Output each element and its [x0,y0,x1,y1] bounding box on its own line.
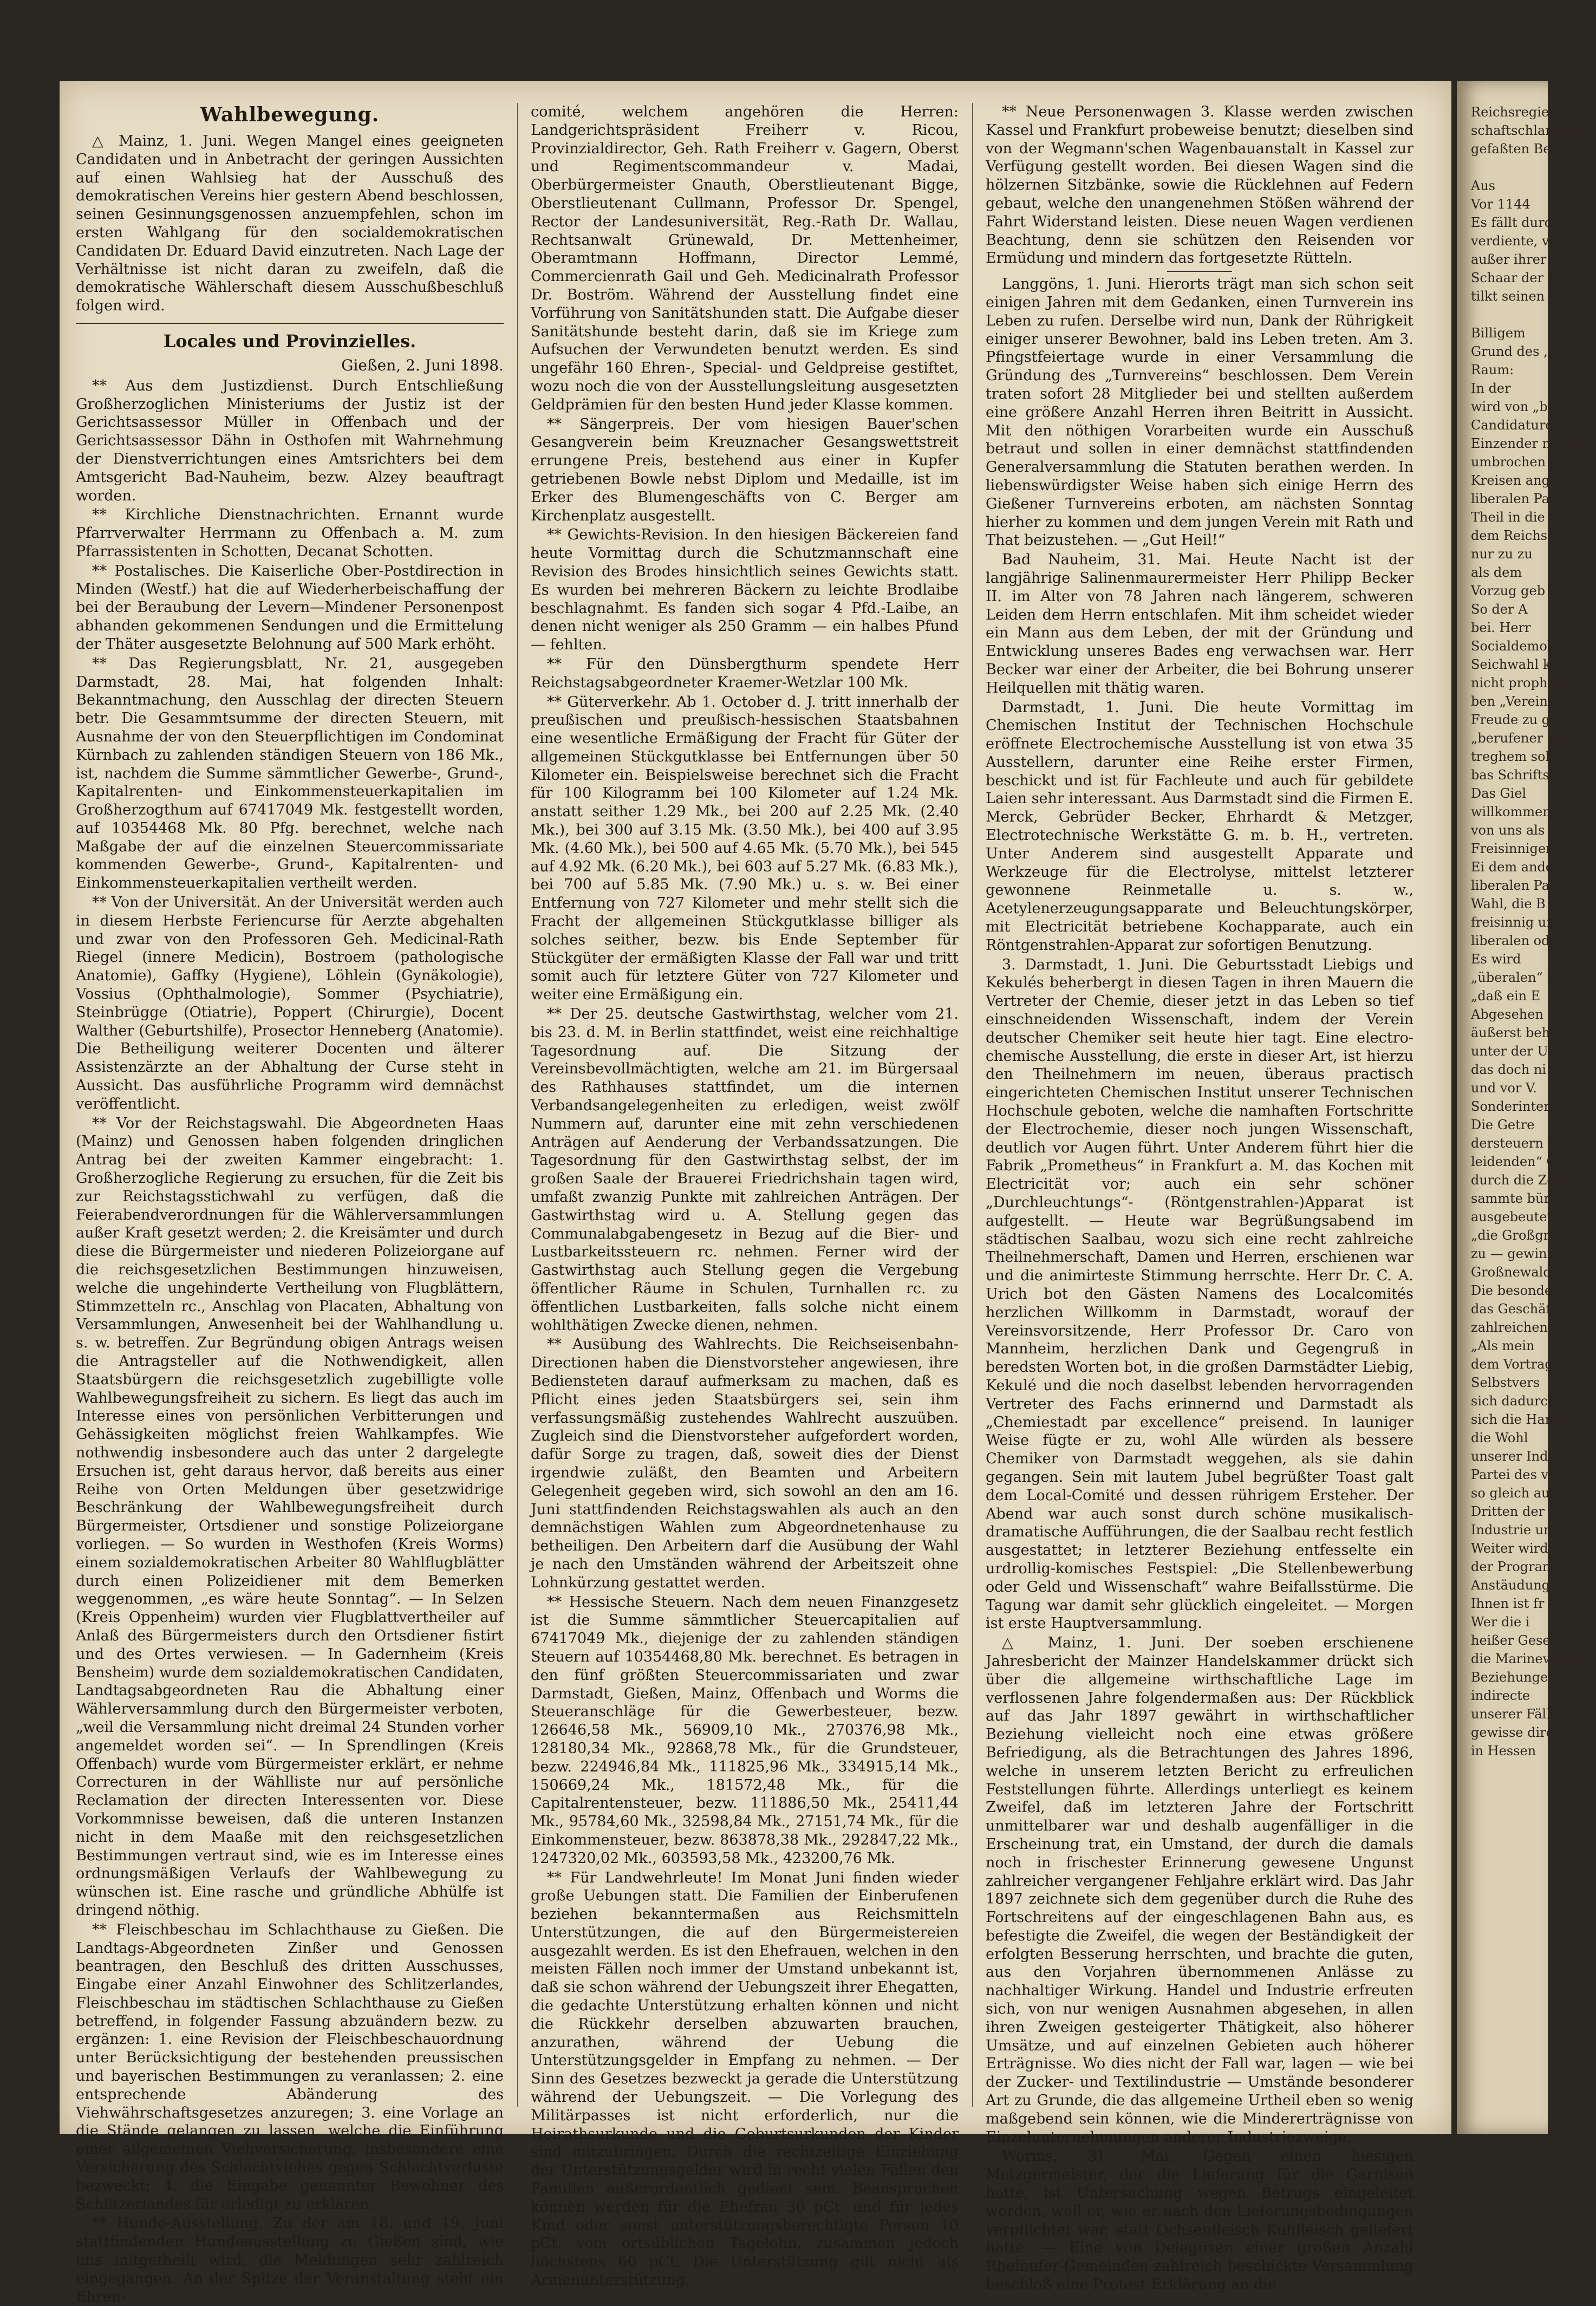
adjacent-page-line: zahlreichen ein [1471,1320,1572,1335]
adjacent-page-line: Ei dem andere [1471,859,1567,875]
heading-locales: Locales und Provinzielles. [76,323,504,353]
adjacent-page-line: Freisinnigen u [1471,841,1567,856]
adjacent-page-line: Die besonder [1471,1283,1559,1298]
article-duensbergthurm: ** Für den Dünsbergthurm spendete Herr Reichstagsabgeordneter Kraemer-Wetzlar 100 Mk. [531,655,959,691]
adjacent-page-line: durch die Zollp [1471,1172,1572,1188]
adjacent-page-line: Aus [1471,178,1496,193]
adjacent-page-line: Freude zu gewä [1471,712,1577,727]
separator [1167,271,1232,272]
adjacent-page-line: nicht prophezei [1471,675,1574,691]
column-2 [531,103,959,2289]
article-gastwirthstag: ** Der 25. deutsche Gastwirthstag, welcher vom 21. bis 23. d. M. in Berlin stattfindet, weist eine reichhaltige Tagesordnung auf. Die Sitzung der Vereinsbevollmächtigten, welche am 21. im Bürgersaal des Rathhauses stattfindet, um die internen Verbandsangelegenheiten zu erledigen, weist zwölf Nummern auf, darunter eine mit zehn verschiedenen Anträgen auf Aenderung der Verbandssatzungen. Die Tagesordnung für den Gastwirthstag selbst, der im großen Saale der Brauerei Friedrichshain tagen wird, umfaßt zwanzig Punkte mit zahlreichen Anträgen. Der Gastwirthstag wird u. A. Stellung gegen das Communalabgabengesetz in Bezug auf die Bier- und Lustbarkeitssteuern rc. nehmen. Ferner wird der Gastwirthstag auch Stellung gegen die Vergebung öffentlicher Räume in Schulen, Turnhallen rc. zu öffentlichen Lustbarkeiten, falls solche nicht einem wohlthätigen Zwecke dienen, nehmen. [531,1006,959,1334]
adjacent-page-line: und vor V. [1471,1080,1537,1096]
adjacent-page-line: gewisse directe [1471,1725,1574,1740]
adjacent-page-line: Candidaturen [1471,418,1562,433]
adjacent-page-line: dem Vortrag [1471,1357,1553,1372]
column-1 [76,103,504,2305]
adjacent-page-line: die Marinevorlag [1471,1651,1585,1666]
adjacent-page-line: Partei des ver [1471,1467,1562,1482]
adjacent-page-line: Industrie und [1471,1522,1560,1538]
adjacent-page-line: „daß ein E [1471,988,1541,1004]
adjacent-page-line: der Programmsch [1471,1559,1590,1574]
adjacent-page-line: schaftschlarcommi [1471,123,1595,138]
adjacent-page-line: So der A [1471,602,1528,617]
article-langgoens: Langgöns, 1. Juni. Hierorts trägt man sich schon seit einigen Jahren mit dem Gedanken, einen Turnverein ins Leben zu rufen. Derselbe wird nun, Dank der Rührigkeit einiger unserer Bewohner, bald ins Leben treten. Am 3. Pfingstfeiertage wurde in einer Versammlung die Gründung des „Turnvereins“ beschlossen. Dem Verein traten sofort 28 Mitglieder bei und stellten außerdem eine größere Anzahl Herren ihren Beitritt in Aussicht. Mit den nöthigen Vorarbeiten wurde ein Ausschuß betraut und sollen in einer demnächst stattfindenden Generalversammlung die Statuten berathen werden. In liebenswürdigster Weise haben sich einige Herrn des Gießener Turnvereins erboten, am nächsten Sonntag hierher zu kommen und dem jungen Verein mit Rath und That beizustehen. — „Gut Heil!“ [986,276,1413,549]
article-regierungsblatt: ** Das Regierungsblatt, Nr. 21, ausgegeben Darmstadt, 28. Mai, hat folgenden Inhalt: Bekanntmachung, den Ausschlag der directen Steuern betr. Die Gesammtsumme der directen Steuern, mit Ausnahme der von den Steuerpflichtigen im Condominat Kürnbach zu zahlenden ständigen Steuern von 186 Mk., ist, nachdem die Summe sämmtlicher Gewerbe-, Grund-, Kapitalrenten- und Einkommensteuerkapitalien im Großherzogthum auf 67417049 Mk. festgestellt worden, auf 10354468 Mk. 80 Pfg. berechnet, welche nach Maßgabe der auf die einzelnen Steuercommissariate kommenden Gewerbe-, Grund-, Kapitalrenten- und Einkommensteuerkapitalien vertheilt werden. [76,655,504,892]
heading-wahlbewegung: Wahlbewegung. [200,103,380,126]
adjacent-page-line: Ihnen ist fr [1471,1596,1545,1611]
adjacent-page-line: Theil in die [1471,510,1545,525]
article-personenwagen: ** Neue Personenwagen 3. Klasse werden zwischen Kassel und Frankfurt probeweise benutzt; dieselben sind von der Wegmann'schen Wagenbauanstalt in Kassel zur Verfügung gestellt worden. Bei diesen Wagen sind die hölzernen Sitzbänke, sowie die Rücklehnen auf Federn gebaut, welche den unangenehmen Stößen während der Fahrt Widerstand leisten. Diese neuen Wagen verdienen Beachtung, denn sie schützen den Reisenden vor Ermüdung und mindern das fortgesetzte Rütteln. [986,103,1413,267]
article-hundeausstellung-cont: comité, welchem angehören die Herren: Landgerichtspräsident Freiherr v. Ricou, Provinzialdirector, Geh. Rath Freiherr v. Gagern, Oberst und Regimentscommandeur v. Madai, Oberbürgermeister Gnauth, Oberstlieutenant Bigge, Oberstlieutenant Cullmann, Professor Dr. Spengel, Rector der Landesuniversität, Reg.-Rath Dr. Wallau, Rechtsanwalt Grünewald, Dr. Mettenheimer, Oberamtmann Hoffmann, Director Lemmé, Commercienrath Gail und Geh. Medicinalrath Professor Dr. Boström. Während der Ausstellung findet eine Vorführung von Sanitätshunden statt. Die Aufgabe dieser Sanitätshunde besteht darin, daß sie im Kriege zum Aufsuchen der Verwundeten benutzt werden. Es sind ungefähr 160 Ehren-, Special- und Geldpreise gestiftet, wozu noch die von der Ausstellungsleitung ausgesetzten Geldprämien für den besten Hund jeder Klasse kommen. [531,103,959,413]
adjacent-page-line: unter der Unl [1471,1044,1561,1059]
adjacent-page-line: dem Reichs [1471,528,1548,543]
adjacent-page-line: gefaßten Beschlü [1471,141,1586,157]
adjacent-page-line: Anstäudung ein [1471,1578,1575,1593]
adjacent-page-line: Wer die i [1471,1614,1530,1630]
adjacent-page-line: umbrochen ist [1471,454,1566,470]
article-reichstagswahl: ** Vor der Reichstagswahl. Die Abgeordneten Haas (Mainz) und Genossen haben folgenden dringlichen Antrag bei der zweiten Kammer eingebracht: 1. Großherzogliche Regierung zu ersuchen, für die Zeit bis zur Reichstagsstichwahl zu verfügen, daß die Feierabendverordnungen für die Wählerversammlungen außer Kraft gesetzt werden; 2. die Kreisämter und durch diese die Bürgermeister und niederen Polizeiorgane auf die reichsgesetzlichen Bestimmungen hinzuweisen, welche die ungehinderte Vertheilung von Flugblättern, Stimmzetteln rc., Anschlag von Placaten, Abhaltung von Versammlungen, Anwesenheit bei der Wahlhandlung u. s. w. betreffen. Zur Begründung obigen Antrags weisen die Antragsteller auf die Nothwendigkeit, allen Staatsbürgern die reichsgesetzlich zugebilligte volle Wahlbewegungsfreiheit zu sichern. Es liegt das auch im Interesse eines von persönlichen Verbitterungen und Gehässigkeiten möglichst freien Wahlkampfes. Wie nothwendig insbesondere auch das unter 2 dargelegte Ersuchen ist, geht daraus hervor, daß bereits aus einer Reihe von Orten Meldungen über gesetzwidrige Beschränkung der Wahlbewegungsfreiheit durch Bürgermeister, Ortsdiener und sonstige Polizeiorgane vorliegen. — So wurden in Westhofen (Kreis Worms) einem sozialdemokratischen Arbeiter 80 Wahlflugblätter durch einen Polizeidiener mit dem Bemerken weggenommen, „es wäre heute Sonntag“. — In Selzen (Kreis Oppenheim) wurden vier Flugblattvertheiler auf Anlaß des Bürgermeisters durch den Ortsdiener fistirt und des Ortes verwiesen. — In Gadernheim (Kreis Bensheim) wurde dem sozialdemokratischen Candidaten, Landtagsabgeordneten Rau die Abhaltung einer Wählerversammlung durch den Bürgermeister verboten, „weil die Versammlung nicht dreimal 24 Stunden vorher angemeldet worden sei“. — In Sprendlingen (Kreis Offenbach) wurde vom Bürgermeister erklärt, er nehme Correcturen in der Wählliste nur auf persönliche Reclamation der directen Interessenten vor. Diese Vorkommnisse beweisen, daß die unteren Instanzen nicht in dem Maaße mit den reichsgesetzlichen Bestimmungen vertraut sind, wie es im Interesse eines ordnungsmäßigen Verlaufs der Wahlbewegung zu wünschen ist. Eine rasche und gründliche Abhülfe ist dringend nöthig. [76,1115,504,1919]
adjacent-page-edge [1457,81,1596,2134]
adjacent-page-line [1457,158,1548,177]
adjacent-page-line: tilkt seinen Be [1471,289,1566,304]
adjacent-page-line: so gleich auf [1471,1486,1555,1501]
adjacent-page-line: unserer Fällen [1471,1706,1567,1722]
adjacent-page-line: „Als mein [1471,1338,1535,1353]
adjacent-page-line: liberalen oder [1471,933,1564,948]
adjacent-page-line: Abgesehen [1471,1007,1543,1022]
adjacent-page-line: sammte bürgerlich [1471,1191,1596,1206]
adjacent-page-line: die Wohl [1471,1430,1528,1445]
adjacent-page-line: In der [1471,381,1511,396]
adjacent-page-line: von uns als [1471,823,1545,838]
column-3 [986,103,1413,2294]
article-gueterverkehr: ** Güterverkehr. Ab 1. October d. J. tritt innerhalb der preußischen und preußisch-hessischen Staatsbahnen eine wesentliche Ermäßigung der Fracht für Güter der allgemeinen Stückgutklasse bei Entfernungen über 50 Kilometer ein. Beispielsweise berechnet sich die Fracht für 100 Kilogramm bei 100 Kilometer auf 1.24 Mk. anstatt seither 1.29 Mk., bei 200 auf 2.25 Mk. (2.40 Mk.), bei 300 auf 3.15 Mk. (3.50 Mk.), bei 400 auf 3.95 Mk. (4.60 Mk.), bei 500 auf 4.65 Mk. (5.70 Mk.), bei 545 auf 4.92 Mk. (6.20 Mk.), bei 603 auf 5.27 Mk. (6.83 Mk.), bei 700 auf 5.85 Mk. (7.90 Mk.) u. s. w. Bei einer Entfernung von 727 Kilometer und mehr stellt sich die Fracht der allgemeinen Stückgutklasse billiger als solches seither, bezw. bis Ende September für Stückgüter der ermäßigten Klasse der Fall war und tritt somit auch für letztere Güter von 727 Kilometer und weiter eine Ermäßigung ein. [531,693,959,1004]
adjacent-page-line: indirecte [1471,1688,1530,1703]
adjacent-page-line: das Geschäft [1471,1301,1556,1317]
adjacent-page-line: liberalen Par [1471,878,1556,893]
adjacent-page-line: Beziehungen [1471,1670,1556,1685]
article-darmstadt-chemiker: 3. Darmstadt, 1. Juni. Die Geburtsstadt Liebigs und Kekulés beherbergt in diesen Tagen in ihren Mauern die Vertreter der Chemie, dieser jetzt in das Leben so tief einschneidenden Wissenschaft, indem der Verein deutscher Chemiker seit heute hier tagt. Eine electro-chemische Ausstellung, die erste in dieser Art, ist hierzu den Theilnehmern im neuen, überaus practisch eingerichteten Chemischen Institut unserer Technischen Hochschule geboten, welche die namhaften Fortschritte der Electrochemie, dieser noch jungen Wissenschaft, deutlich vor Augen führt. Unter Anderem führt hier die Fabrik „Prometheus“ in Frankfurt a. M. das Kochen mit Electricität vor; auch ein sehr schöner „Durchleuchtungs“- (Röntgenstrahlen-)Apparat ist aufgestellt. — Heute war Begrüßungsabend im städtischen Saalbau, wozu sich eine recht zahlreiche Theilnehmerschaft, Damen und Herren, erschienen war und die animirteste Stimmung herrschte. Herr Dr. C. A. Urich bot den Gästen Namens des Localcomités herzlichen Willkomm in Darmstadt, worauf der Vereinsvorsitzende, Herr Professor Dr. Caro von Mannheim, herzlichen Dank und Gegengruß in beredsten Worten bot, in die großen Darmstädter Liebig, Kekulé und die noch daselbst lebenden hervorragenden Vertreter des Fachs erinnernd und Darmstadt als „Chemiestadt par excellence“ preisend. In launiger Weise fügte er zu, wohl Alle würden als bessere Chemiker von Darmstadt weggehen, als sie dahin gegangen. Sein mit lautem Jubel begrüßter Toast galt dem Local-Comité und dessen rührigem Ersteher. Der Abend war auch sonst durch schöne musikalisch-dramatische Aufführungen, die der Saalbau recht festlich ausgestattet; in letzterer Beziehung entfesselte ein urdrollig-komisches Festspiel: „Die Stellenbewerbung oder Geld und Wissenschaft“ wahre Beifallsstürme. Die Tagung war damit sehr glücklich eingeleitet. — Morgen ist erste Hauptversammlung. [986,956,1413,1632]
adjacent-page-line: Vor 1144 [1471,197,1530,212]
adjacent-page-line: bas Schriftst [1471,767,1555,783]
adjacent-page-line: Selbstvers [1471,1375,1540,1390]
adjacent-page-text [1457,81,1596,1760]
article-gewichtsrevision: ** Gewichts-Revision. In den hiesigen Bäckereien fand heute Vormittag durch die Schutzmannschaft eine Revision des Brodes hinsichtlich seines Gewichts statt. Es wurden bei mehreren Bäckern zu leichte Brodlaibe beschlagnahmt. Es fanden sich sogar 4 Pfd.-Laibe, an denen nicht weniger als 250 Gramm — ein halbes Pfund — fehlten. [531,526,959,654]
dateline: Gießen, 2. Juni 1898. [341,356,504,374]
adjacent-page-line: Schaar der Frei [1471,270,1575,285]
article-justizdienst: ** Aus dem Justizdienst. Durch Entschließung Großherzoglichen Ministeriums der Justiz ist der Gerichtsassessor Müller in Offenbach und der Gerichtsassessor Dähn in Osthofen mit Wahrnehmung der Dienstverrichtungen eines Amtsrichters bei dem Amtsgericht Bad-Nauheim, bezw. Alzey beauftragt worden. [76,377,504,504]
adjacent-page-line: liberalen Par [1471,491,1556,506]
article-hundeausstellung: ** Hunde-Ausstellung. Zu der am 18. und 19. Juni stattfindenden Hundeausstellung zu Gießen sind, wie uns mitgetheilt wird, die Meldungen sehr zahlreich eingegangen. An der Spitze der Veranstaltung steht ein Ehren- [76,2215,504,2305]
adjacent-page-line: wird von „be [1471,399,1555,414]
adjacent-page-line: Wahl, die B [1471,896,1546,911]
adjacent-page-line: willkommen, di [1471,804,1572,819]
adjacent-page-line: Sonderinter [1471,1099,1550,1114]
adjacent-page-line: bei. Herr [1471,620,1531,635]
adjacent-page-line: sich dadurch [1471,1393,1556,1409]
article-wahlrecht: ** Ausübung des Wahlrechts. Die Reichseisenbahn-Directionen haben die Dienstvorsteher angewiesen, ihre Bediensteten darauf aufmerksam zu machen, daß es Pflicht eines jeden Staatsbürgers sei, sein ihm verfassungsmäßig zustehendes Wahlrecht auszuüben. Zugleich sind die Dienstvorsteher aufgefordert worden, dafür Sorge zu tragen, daß, soweit dies der Dienst irgendwie zuläßt, den Beamten und Arbeitern Gelegenheit gegeben wird, sich sowohl an den am 16. Juni stattfindenden Reichstagswahlen als auch an den demnächstigen Wahlen zum Abgeordnetenhause zu betheiligen. Den Arbeitern darf die Ausübung der Wahl je nach den Umständen während der Arbeitszeit ohne Lohnkürzung gestattet werden. [531,1336,959,1591]
adjacent-page-line: Die Getre [1471,1117,1535,1132]
adjacent-page-line: Das Giel [1471,786,1527,801]
adjacent-page-line: ausgebeutet. B [1471,1209,1571,1224]
adjacent-page-line: nur zu zu [1471,546,1533,562]
adjacent-page-line: als dem [1471,565,1522,580]
adjacent-page-line: „die Großgr [1471,1228,1550,1243]
article-landwehrleute: ** Für Landwehrleute! Im Monat Juni finden wieder große Uebungen statt. Die Familien der Einberufenen beziehen bekanntermaßen aus Reichsmitteln Unterstützungen, die auf den Bürgermeistereien ausgezahlt werden. Es ist den Ehefrauen, welchen in den meisten Fällen noch immer der Umstand unbekannt ist, daß sie schon während der Uebungszeit ihrer Ehegatten, die gedachte Unterstützung erhalten können und nicht die Rückkehr derselben abzuwarten brauchen, anzurathen, während der Uebung die Unterstützungsgelder in Empfang zu nehmen. — Der Sinn des Gesetzes bezweckt ja gerade die Unterstützung während der Uebungszeit. — Die Vorlegung des Militärpasses ist nicht erforderlich, nur die Heirathsurkunde und die Geburtsurkunden der Kinder sind mitzubringen. Durch die rechtzeitige Einziehung der Unterstützungsgelder wird in recht vielen Fällen den Familien außerordentlich gedient sein. Beanspruchen können werden für die Ehefrau 30 pCt. und für jedes Kind oder sonst unterstützungsberechtigte Person 10 pCt. vom ortsüblichen Tagelohn, zusammen jedoch höchstens 60 pCt. Die Unterstützung gilt nicht als Armenunterstützung. [531,1869,959,2289]
article-fleischbeschau: ** Fleischbeschau im Schlachthause zu Gießen. Die Landtags-Abgeordneten Zinßer und Genossen beantragen, den Beschluß des dritten Ausschusses, Eingabe einer Anzahl Einwohner des Schlitzerlandes, Fleischbeschau im städtischen Schlachthause zu Gießen betreffend, in folgender Fassung abzuändern bezw. zu ergänzen: 1. eine Revision der Fleischbeschauordnung unter Berücksichtigung der bestehenden preussischen und bayerischen Bestimmungen zu veranlassen; 2. eine entsprechende Abänderung des Viehwährschaftsgesetzes anzuregen; 3. eine Vorlage an die Stände gelangen zu lassen, welche die Einführung einer allgemeinen Viehversicherung, insbesondere eine Versicherung des Schlachtviehes gegen Schlachtverluste bezweckt; 4. die Eingabe genannter Bewohner des Schlitzerlandes für erledigt zu erklären. [76,1921,504,2213]
adjacent-page-line: Es wird [1471,952,1521,967]
adjacent-page-line: das doch ni [1471,1062,1547,1077]
adjacent-page-line: leidenden“ Gro [1471,1154,1571,1169]
adjacent-page-line: freisinnig und [1471,915,1564,930]
adjacent-page-line: dersteuern bra [1471,1136,1570,1151]
adjacent-page-line: sich die Handel [1471,1412,1574,1427]
adjacent-page-line: „berufener Ste [1471,731,1569,746]
adjacent-page-line: unserer Indu [1471,1449,1556,1464]
article-bad-nauheim: Bad Nauheim, 31. Mai. Heute Nacht ist der langjährige Salinenmaurermeister Herr Philipp Becker II. im Alter von 78 Jahren nach längerem, schweren Leiden dem Herrn entschlafen. Mit ihm scheidet wieder ein Mann aus dem Leben, der mit der Gründung und Entwicklung unseres Bades eng verwachsen war. Herr Becker war einer der Arbeiter, die bei Bohrung unserer Heilquellen mit thätig waren. [986,551,1413,696]
adjacent-page-line: Billigem [1471,325,1526,341]
adjacent-page-line: Grund des ,, [1471,344,1552,359]
adjacent-page-line: Dritten der Z [1471,1504,1558,1519]
adjacent-page-line: Großnewald wob [1471,1265,1583,1280]
adjacent-page-line: äußerst behend [1471,1025,1575,1040]
column-rule [517,103,518,2107]
article-saengerpreis: ** Sängerpreis. Der vom hiesigen Bauer'schen Gesangverein beim Kreuznacher Gesangswettstreit errungene Preis, bestehend aus einer in Kupfer getriebenen Bowle nebst Diplom und Medaille, ist im Erker des Blumengeschäfts von C. Berger am Kirchenplatz ausgestellt. [531,415,959,524]
newspaper-page [60,81,1451,2305]
adjacent-page-line: Einzender meines [1471,436,1590,451]
adjacent-page-line: Kreisen angeblich [1471,473,1590,488]
article-hessische-steuern: ** Hessische Steuern. Nach dem neuen Finanzgesetz ist die Summe sämmtlicher Steuercapitalien auf 67417049 Mk., diejenige der zu zahlenden ständigen Steuern auf 10354468,80 Mk. berechnet. Es betragen in den fünf größten Steuercommissariaten und zwar Darmstadt, Gießen, Mainz, Offenbach und Worms die Steueranschläge für die Gewerbesteuer, bezw. 126646,58 Mk., 56909,10 Mk., 270376,98 Mk., 128180,34 Mk., 92868,78 Mk., für die Grundsteuer, bezw. 224946,84 Mk., 111825,96 Mk., 334915,14 Mk., 150669,24 Mk., 181572,48 Mk., für die Capitalrentensteuer, bezw. 111886,50 Mk., 25411,44 Mk., 95784,60 Mk., 32598,84 Mk., 27151,74 Mk., für die Einkommensteuer, bezw. 863878,38 Mk., 292847,22 Mk., 1247320,02 Mk., 603593,58 Mk., 423200,76 Mk. [531,1593,959,1867]
article-mainz-wahl: △ Mainz, 1. Juni. Wegen Mangel eines geeigneten Candidaten und in Anbetracht der geringen Aussichten auf einen Wahlsieg hat der Ausschuß des demokratischen Vereins hier gestern Abend beschlossen, seinen Gesinnungsgenossen anzuempfehlen, schon im ersten Wahlgang für den socialdemokratischen Candidaten Dr. Eduard David einzutreten. Nach Lage der Verhältnisse ist nicht daran zu zweifeln, daß die demokratische Wählerschaft diesem Ausschußbeschluß folgen wird. [76,133,504,315]
column-rule [972,103,973,2107]
adjacent-page-line: verdiente, von [1471,233,1566,249]
adjacent-page-line: Seichwahl komm [1471,657,1584,672]
article-kirchliche: ** Kirchliche Dienstnachrichten. Ernannt wurde Pfarrverwalter Herrmann zu Offenbach a. M. zum Pfarrassistenten in Schotten, Decanat Schotten. [76,506,504,560]
article-postalisches: ** Postalisches. Die Kaiserliche Ober-Postdirection in Minden (Westf.) hat die auf Wiederherbeischaffung der bei der Beraubung der Levern—Mindener Personenpost abhanden gekommenen Sendungen und die Ermittelung der Thäter ausgesetzte Belohnung auf 500 Mark erhöht. [76,562,504,653]
adjacent-page-line: Es fällt durch [1471,215,1560,230]
adjacent-page-line: außer ihrer Gl [1471,252,1565,267]
article-darmstadt-ausstellung: Darmstadt, 1. Juni. Die heute Vormittag im Chemischen Institut der Technischen Hochschule eröffnete Electrochemische Ausstellung ist von etwa 35 Ausstellern, darunter eine Reihe erster Firmen, beschickt und ist für Fachleute und auch für gebildete Laien sehr interessant. Aus Darmstadt sind die Firmen E. Merck, Gebrüder Becker, Ehrhardt & Metzger, Electrotechnische Werkstätte G. m. b. H., vertreten. Unter Anderem sind ausgestellt Apparate und Werkzeuge für die Electrolyse, mittelst letzterer gewonnene Reinmetalle u. s. w., Acetylenerzeugungsapparate und Beleuchtungskörper, mit Electricität betriebene Kochapparate, auch ein Röntgenstrahlen-Apparat zur sofortigen Benutzung. [986,699,1413,954]
adjacent-page-line: heißer Gesetzgeb [1471,1633,1587,1648]
adjacent-page-line: Socialdemokra [1471,639,1569,654]
adjacent-page-line: Vorzug geb [1471,583,1546,598]
adjacent-page-line: treghem sollen [1471,749,1570,764]
adjacent-page-line: in Hessen [1471,1743,1536,1758]
article-universitaet: ** Von der Universität. An der Universität werden auch in diesem Herbste Feriencurse für Aerzte abgehalten und zwar von den Professoren Geh. Medicinal-Rath Riegel (innere Medicin), Bostroem (pathologische Anatomie), Gaffky (Hygiene), Löhlein (Gynäkologie), Vossius (Ophthalmologie), Sommer (Psychiatrie), Steinbrügge (Otiatrie), Poppert (Chirurgie), Docent Walther (Geburtshilfe), Prosector Henneberg (Anatomie). Die Betheiligung weiterer Docenten und älterer Assistenzärzte an der Abhaltung der Curse steht in Aussicht. Das ausführliche Programm wird demnächst veröffentlicht. [76,894,504,1112]
adjacent-page-line: Weiter wird [1471,1541,1548,1556]
adjacent-page-line [1457,305,1548,324]
article-worms: Worms, 31. Mai. Gegen einen hiesigen Metzgermeister, der die Lieferung für die Garnison hatte, ist Untersuchung wegen Betrugs eingeleitet worden, weil er, wie er nach den Lieferungsbedingungen verpflichtet war, statt Ochsenfleisch Kuhfleisch geliefert hatte. — Eine von Delegirten einer großen Anzahl Rheinufer-Gemeinden zahlreich beschickte Versammlung beschloß eine Protest-Erklärung an die [986,2148,1413,2294]
adjacent-page-line: Reichsregierung, [1471,105,1585,120]
article-mainz-handelskammer: △ Mainz, 1. Juni. Der soeben erschienene Jahresbericht der Mainzer Handelskammer drückt sich über die allgemeine wirthschaftliche Lage im verflossenen Jahre folgendermaßen aus: Der Rückblick auf das Jahr 1897 gewährt in wirthschaftlicher Beziehung vielleicht noch eine etwas größere Befriedigung, als die Betrachtungen des Jahres 1896, welche in unserem letzten Bericht zu erfreulichen Feststellungen führte. Allerdings unterliegt es keinem Zweifel, daß im letzteren Jahre der Fortschritt unmittelbarer war und deshalb augenfälliger in die Erscheinung trat, ein Umstand, der durch die damals noch in frischester Erinnerung gewesene Ungunst zahlreicher vergangener Fehljahre erklärt wird. Das Jahr 1897 zeichnete sich dem gegenüber durch die Ruhe des Fortschreitens auf der eingeschlagenen Bahn aus, es befestigte die Zweifel, die wegen der Beständigkeit der erfolgten Besserung herrschten, und brachte die guten, aus den Vorjahren übernommenen Anlässe zu nachhaltiger Wirkung. Handel und Industrie erfreuten sich, von nur wenigen Ausnahmen abgesehen, in allen ihren Zweigen gesteigerter Thätigkeit, also höherer Umsätze, und auf einzelnen Gebieten auch höherer Erträgnisse. Wo dies nicht der Fall war, lagen — wie bei der Zucker- und Textilindustrie — Umstände besonderer Art zu Grunde, die das allgemeine Urtheil eben so wenig maßgebend sein können, wie die Mindererträgnisse von Einzelunternehmungen anderer Industriezweige. [986,1634,1413,2146]
adjacent-page-line: ben „Vereinig [1471,694,1560,709]
adjacent-page-line: Raum: [1471,362,1514,377]
adjacent-page-line: zu — gewinnen, [1471,1246,1576,1261]
adjacent-page-line: „überalen“ P [1471,970,1556,985]
